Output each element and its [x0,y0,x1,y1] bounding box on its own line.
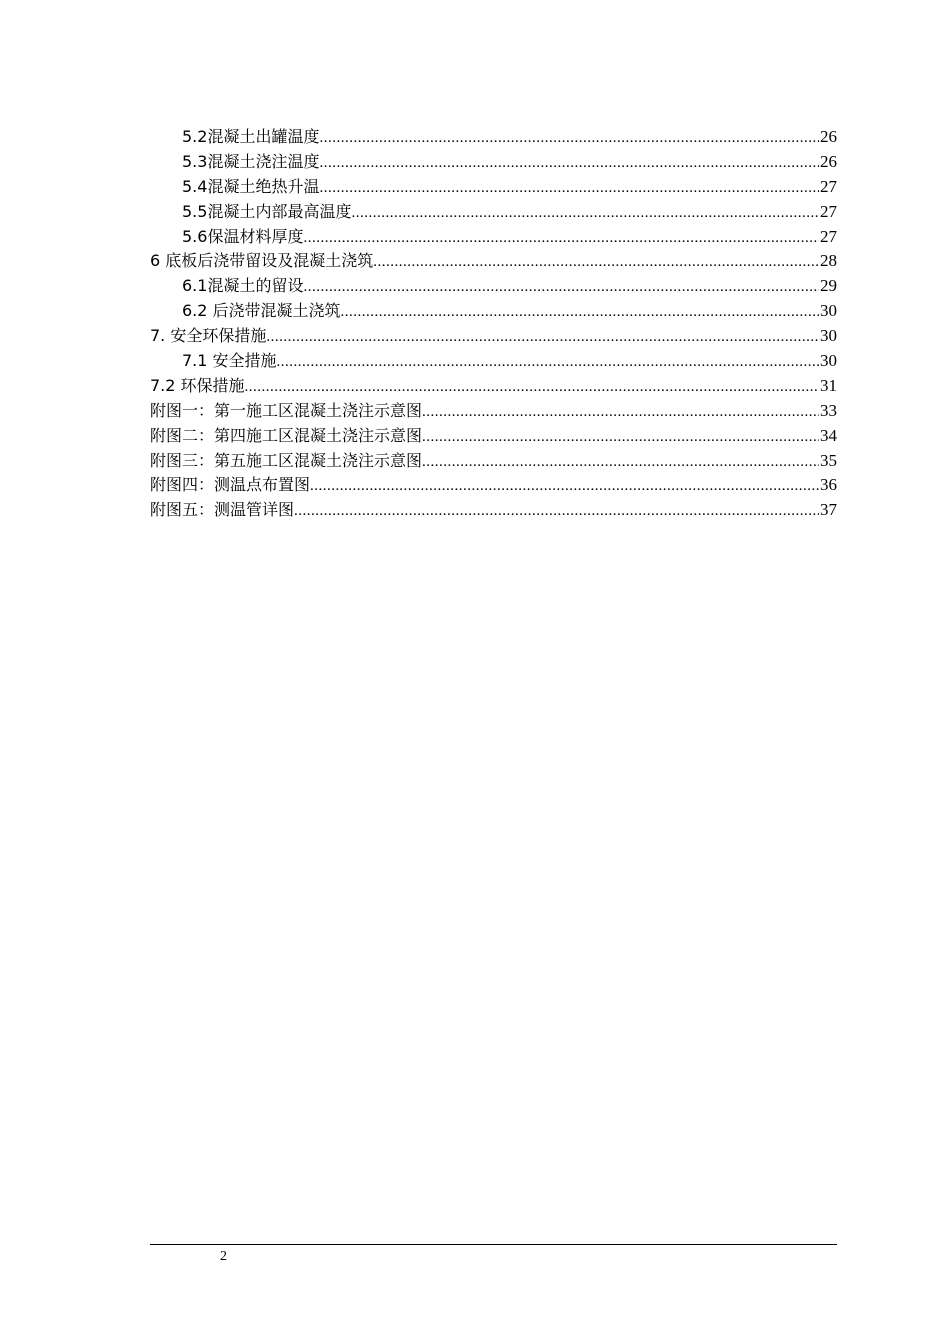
toc-entry-title: 7. 安全环保措施 [150,326,267,346]
toc-entry-title: 6 底板后浇带留设及混凝土浇筑 [150,251,374,271]
toc-entry-page: 30 [820,351,837,371]
toc-entry-page: 34 [820,425,837,445]
toc-entry-page: 29 [820,276,837,296]
toc-entry[interactable] [150,473,837,498]
toc-entry[interactable] [150,424,837,449]
toc-entry-title: 附图五：测温管详图 [150,500,295,520]
toc-entry[interactable] [150,349,837,374]
toc-leader-dots [303,226,819,251]
toc-entry-page: 30 [820,326,837,346]
toc-entry[interactable] [150,200,837,225]
toc-leader-dots [351,201,819,226]
toc-entry-title: 6.2 后浇带混凝土浇筑 [182,301,341,321]
toc-entry[interactable] [150,498,837,523]
toc-entry-title: 附图四：测温点布置图 [150,475,311,495]
toc-leader-dots [303,275,819,300]
toc-entry-title: 附图二：第四施工区混凝土浇注示意图 [150,425,423,445]
toc-entry[interactable] [150,324,837,349]
toc-leader-dots [319,176,819,201]
page-number: 2 [220,1249,227,1264]
toc-entry-title: 5.6保温材料厚度 [182,226,304,246]
toc-entry-page: 37 [820,500,837,520]
toc-leader-dots [373,250,819,275]
toc-leader-dots [310,474,819,499]
toc-leader-dots [294,499,819,524]
toc-entry-page: 36 [820,475,837,495]
toc-entry-title: 5.2混凝土出罐温度 [182,127,320,146]
toc-leader-dots [277,350,819,375]
toc-entry[interactable] [150,449,837,474]
toc-entry-title: 7.1 安全措施 [182,351,277,371]
toc-leader-dots [422,425,819,450]
toc-entry[interactable] [150,225,837,250]
toc-leader-dots [341,300,819,325]
toc-entry-page: 31 [820,375,837,395]
toc-leader-dots [422,400,819,425]
toc-entry-title: 附图三：第五施工区混凝土浇注示意图 [150,450,423,470]
toc-entry-page: 33 [820,400,837,420]
toc-entry-title: 5.5混凝土内部最高温度 [182,201,352,221]
toc-entry[interactable] [150,274,837,299]
toc-entry-title: 5.3混凝土浇注温度 [182,151,320,171]
toc-leader-dots [245,375,819,400]
toc-entry-page: 28 [820,251,837,271]
toc-entry-page: 26 [820,151,837,171]
toc-entry-page: 27 [820,176,837,196]
toc-leader-dots [319,151,819,176]
toc-entry[interactable] [150,249,837,274]
toc-entry-page: 27 [820,201,837,221]
toc-entry-page: 30 [820,301,837,321]
toc-entry-page: 26 [820,127,837,146]
toc-entry[interactable] [150,175,837,200]
toc-entry[interactable] [150,299,837,324]
toc-leader-dots [319,126,819,151]
toc-entry[interactable] [150,374,837,399]
toc-entry[interactable] [150,399,837,424]
toc-entry[interactable] [150,125,837,150]
footer-divider [150,1244,837,1245]
toc-entry-page: 35 [820,450,837,470]
toc-entry-title: 5.4混凝土绝热升温 [182,176,320,196]
toc-entry-title: 7.2 环保措施 [150,375,245,395]
toc-entry-page: 27 [820,226,837,246]
toc-entry-title: 附图一：第一施工区混凝土浇注示意图 [150,400,423,420]
toc-entry-title: 6.1混凝土的留设 [182,276,304,296]
toc-leader-dots [266,325,819,350]
toc-entry[interactable] [150,150,837,175]
toc-leader-dots [422,450,819,475]
table-of-contents [150,125,837,523]
